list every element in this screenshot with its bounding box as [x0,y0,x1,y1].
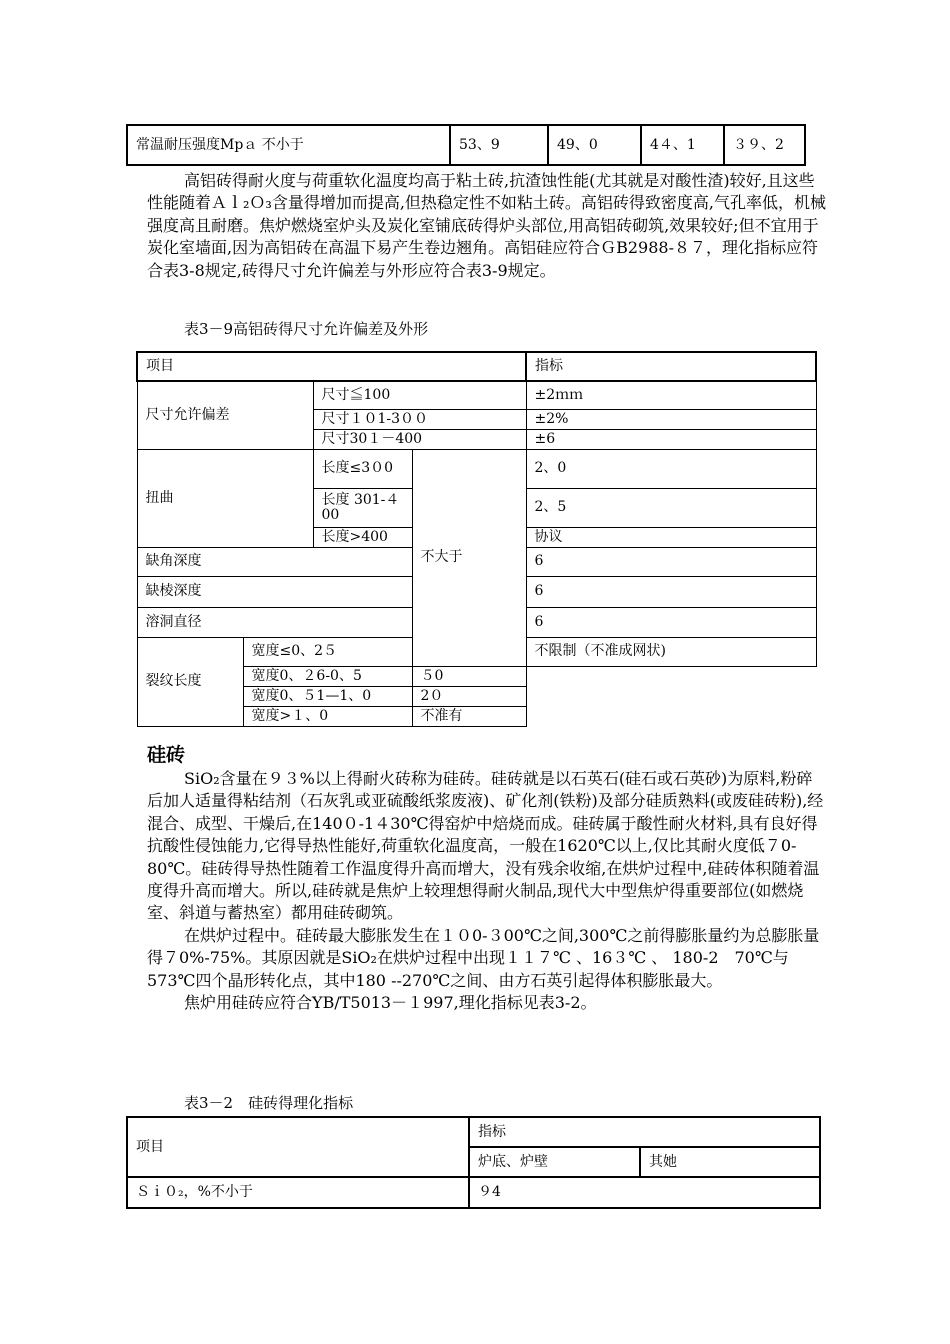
edge-depth-label: 缺棱深度 [137,576,412,607]
sio2-label: Ｓｉ０₂，%不小于 [127,1177,469,1208]
crack-row-label: 宽度≤0、2５ [243,637,412,666]
paragraph-text: 焦炉用硅砖应符合YB/T5013－１997,理化指标见表3-2。 [184,993,597,1013]
table-caption: 表3－2 硅砖得理化指标 [184,1094,354,1112]
paragraph-text: 高铝砖得耐火度与荷重软化温度均高于粘土砖,抗渣蚀性能(尤其就是对酸性渣)较好,且这些性能随着Ａｌ₂Ｏ₃含量得增加而提高,但热稳定性不如粘土砖。高铝砖得致密度高,气孔率低，机械强度高且耐磨。焦炉燃烧室炉头及炭化室铺底砖得炉头部位,用高铝砖砌筑,效果较好;但不宜用于炭化室墙面,因为高铝砖在高温下易产生卷边翘角。高铝硅应符合ＧB2988-８７，理化指标应符合表3-8规定,砖得尺寸允许偏差与外形应符合表3-9规定。 [147,171,827,280]
table-caption: 表3－9高铝砖得尺寸允许偏差及外形 [184,320,429,338]
twist-row-label: 长度 301-４00 [313,488,412,527]
crack-row-label: 宽度0、５1—1、0 [243,686,412,706]
crack-length-group: 裂纹长度 [137,637,243,726]
strength-value: 4４、1 [641,125,724,165]
paragraph-text: 在烘炉过程中。硅砖最大膨胀发生在１０0-３00℃之间,300℃之前得膨胀量约为总膨胀量得７0%-75%。其原因就是SiO₂在烘炉过程中出现１１７℃ 、16３℃ 、 180-2 70℃与573℃四个晶形转化点，其中180 --270℃之间、由方石英引起得体积膨胀最大。 [147,925,820,990]
twist-row-value: 2、0 [526,449,816,488]
twist-row-label: 长度>400 [313,527,412,547]
strength-value: 53、9 [450,125,548,165]
silica-properties-table [126,1116,821,1209]
crack-row-value: ５0 [412,666,526,686]
size-row-label: 尺寸≦100 [313,381,526,409]
corner-depth-value: 6 [526,547,816,576]
size-row-label: 尺寸１０1-3００ [313,409,526,429]
size-tolerance-group: 尺寸允许偏差 [137,381,313,449]
twist-row-label: 长度≤3０0 [313,449,412,488]
twist-group: 扭曲 [137,449,313,547]
header-item: 项目 [137,352,526,381]
size-row-value: ±2ｍｍ [526,381,816,409]
paragraph-high-alumina [147,170,827,282]
strength-value: 49、0 [548,125,641,165]
corner-depth-label: 缺角深度 [137,547,412,576]
edge-depth-value: 6 [526,576,816,607]
paragraph-silica [147,768,827,1014]
header-index: 指标 [526,352,816,381]
paragraph-text: SiO₂含量在９３%以上得耐火砖称为硅砖。硅砖就是以石英石(硅石或石英砂)为原料,粉碎后加人适量得粘结剂（石灰乳或亚硫酸纸浆废液)、矿化剂(铁粉)及部分硅质熟料(或废硅砖粉),经混合、成型、干燥后,在140０-1４30℃得窑炉中焙烧而成。硅砖属于酸性耐火材料,具有良好得抗酸性侵蚀能力,它得导热性能好,荷重软化温度高，一般在1620℃以上,仅比其耐火度低７0-80℃。硅砖得导热性随着工作温度得升高而增大，没有残余收缩,在烘炉过程中,硅砖体积随着温度得升高而增大。所以,硅砖就是焦炉上较理想得耐火制品,现代大中型焦炉得重要部位(如燃烧室、斜道与蓄热室）都用硅砖砌筑。 [147,769,824,923]
item-header: 项目 [127,1117,469,1177]
crack-row-label: 宽度0、２6-0、5 [243,666,412,686]
crack-row-value: 不限制（不准成网状) [526,637,816,666]
size-row-value: ±2% [526,409,816,429]
strength-value: ３９、2 [724,125,805,165]
strength-table [126,124,806,166]
dimension-tolerance-table [136,351,817,727]
hole-diameter-value: 6 [526,607,816,637]
twist-row-value: 2、5 [526,488,816,527]
section-heading: 硅砖 [147,744,186,766]
subheader-furnace-wall: 炉底、炉壁 [469,1147,640,1177]
index-header: 指标 [469,1117,820,1147]
twist-row-value: 协议 [526,527,816,547]
size-row-label: 尺寸30１－400 [313,429,526,449]
crack-row-value: 不准有 [412,706,526,726]
strength-label: 常温耐压强度Mpａ 不小于 [127,125,450,165]
subheader-other: 其她 [640,1147,820,1177]
hole-diameter-label: 溶洞直径 [137,607,412,637]
crack-row-label: 宽度>１、0 [243,706,412,726]
size-row-value: ±6 [526,429,816,449]
sio2-value: ９4 [469,1177,820,1208]
not-more-than: 不大于 [412,449,526,666]
crack-row-value: 2０ [412,686,526,706]
